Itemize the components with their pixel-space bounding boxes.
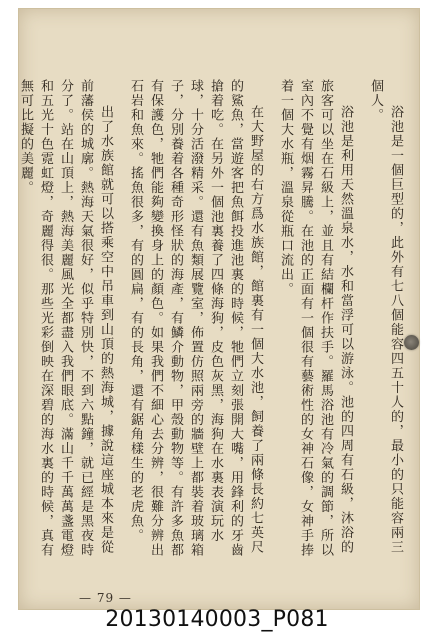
page-number: — 79 — bbox=[79, 591, 132, 605]
paragraph-2: 浴池是利用天然溫泉水，水和當浮可以游泳。池的四周有石級，沐浴的旅客可以坐在石級上，並且有結欄杆作扶手。羅馬浴池有冷氣的調節，所以室內不覺有烟霧昇騰。在池的正面有一個很有藝術性的女神石像，女神手捧着一個大水瓶，溫泉從瓶口流出。 bbox=[278, 79, 353, 558]
scanned-page bbox=[18, 8, 420, 610]
paragraph-3: 在大野屋的右方爲水族館，館裏有一個大水池，飼養了兩條長約七英尺的鯊魚，當遊客把魚餌投進池裏的時候，牠們立刻張開大嘴，用鋒利的牙齒搶着吃。在另外一個池裏養了四條海狗，皮色灰黑，海狗在水裏表演玩水球，十分活潑精采。還有魚類展覽室，佈置仿照兩旁的牆壁上都裝着玻璃箱子，分別養着各種奇形怪狀的海產，有鱗介動物，甲殼動物等。有許多魚都有保護色，牠們能夠變換身上的顏色。如果我們不細心去分辨，很難分辨出石岩和魚來。搖魚很多，有的圓扁，有的長角，還有鋸角樣生的老虎魚。 bbox=[128, 79, 263, 558]
paragraph-4: 出了水族館就可以搭乘空中吊車到山頂的熱海城，據說這座城本來是從前藩侯的城廓。熱海天氣很好，似乎特別快，不到六點鐘，就已經是黑夜時分了。站在山頂上，熱海美麗風光全都盡入我們眼底。滿山千千萬萬盞電燈和五光十色霓虹燈，奇麗得很。那些光彩倒映在深碧的海水裏的時候，真有無可比擬的美麗。 bbox=[18, 79, 113, 558]
body-text bbox=[18, 79, 405, 559]
binding-hole bbox=[404, 335, 419, 350]
paragraph-1: 浴池是一個巨型的，此外有七八個能容四五十人的，最小的只能容兩三個人。 bbox=[368, 79, 403, 555]
image-caption: 20130140003_P081 bbox=[105, 607, 329, 632]
